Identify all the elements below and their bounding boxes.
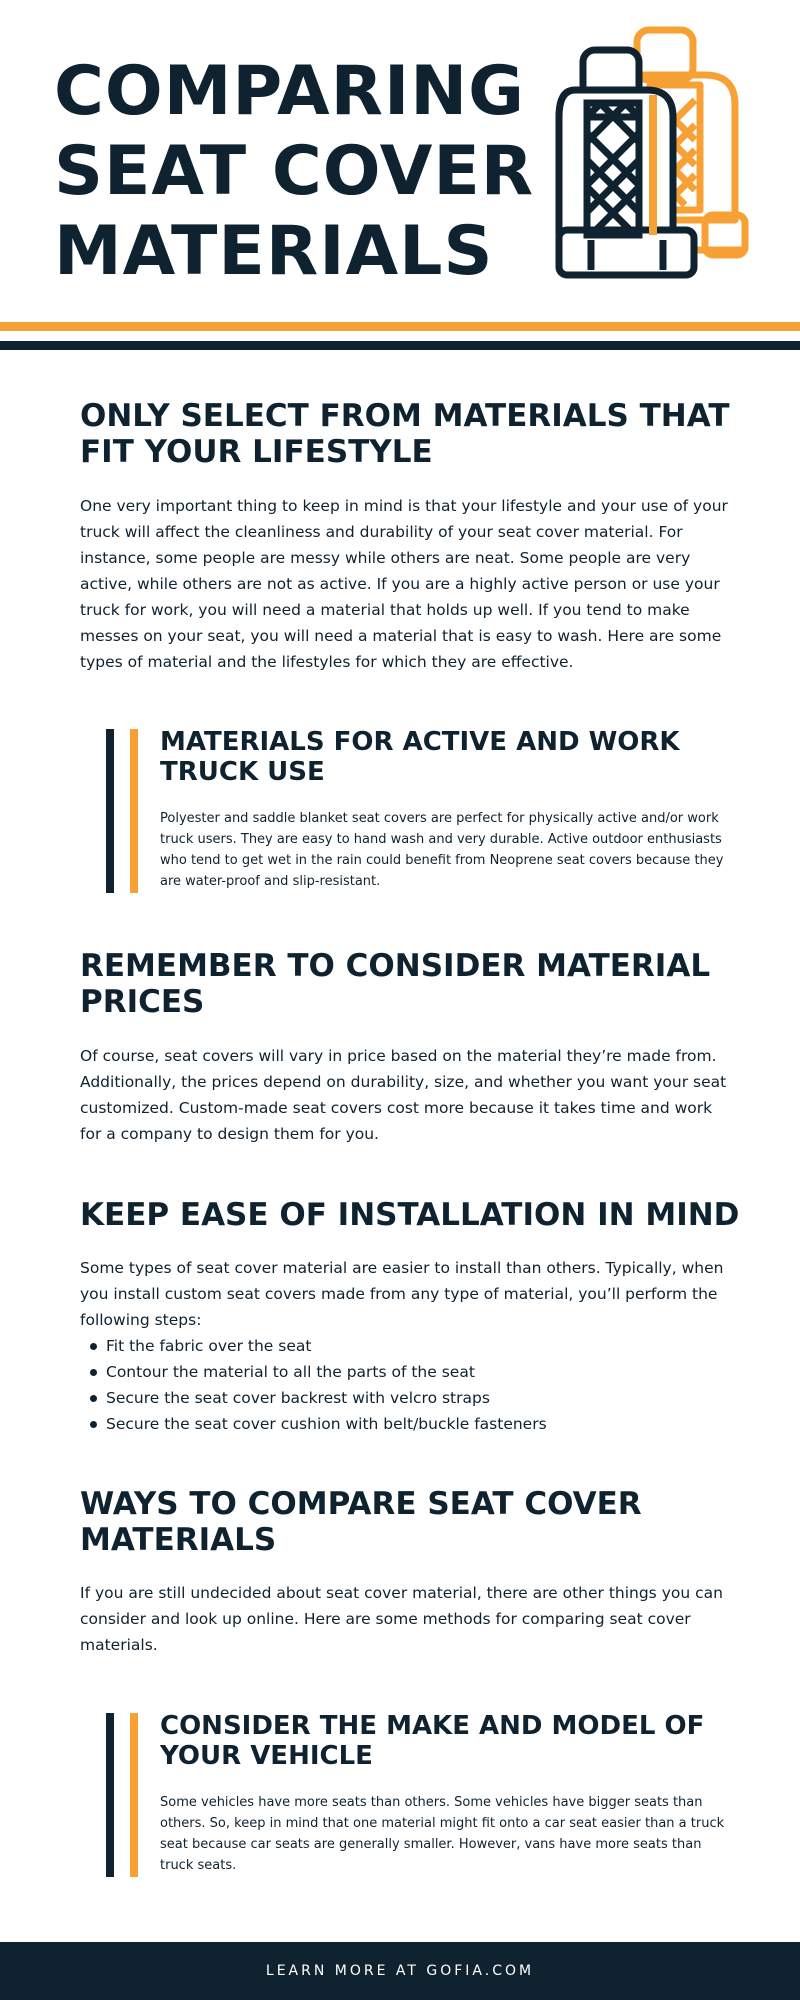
installation-steps-list <box>80 1333 730 1437</box>
callout-bar-orange <box>130 729 138 893</box>
section-heading-lifestyle: ONLY SELECT FROM MATERIALS THAT FIT YOUR LIFESTYLE <box>80 398 730 470</box>
car-seat-icon <box>555 25 755 285</box>
page-title-line-3: MATERIALS <box>54 212 494 291</box>
footer-link-text[interactable]: LEARN MORE AT GOFIA.COM <box>265 1963 535 1979</box>
section-heading-compare: WAYS TO COMPARE SEAT COVER MATERIALS <box>80 1486 642 1558</box>
list-item: Contour the material to all the parts of the seat <box>80 1359 730 1385</box>
list-item: Fit the fabric over the seat <box>80 1333 730 1359</box>
list-item: Secure the seat cover backrest with velcro straps <box>80 1385 730 1411</box>
callout-bar-navy <box>106 729 114 893</box>
callout-bar-navy <box>106 1713 114 1877</box>
section-body-installation: Some types of seat cover material are easier to install than others. Typically, when you install custom seat covers made from any type of material, you’ll perform the following steps: <box>80 1259 724 1329</box>
callout-heading-vehicle: CONSIDER THE MAKE AND MODEL OF YOUR VEHICLE <box>160 1711 705 1771</box>
page-title-line-1: COMPARING <box>54 52 525 131</box>
page-title-line-2: SEAT COVER <box>54 132 535 211</box>
callout-heading-active: MATERIALS FOR ACTIVE AND WORK TRUCK USE <box>160 727 680 787</box>
footer <box>0 1942 800 2000</box>
divider-orange <box>0 322 800 331</box>
callout-bar-orange <box>130 1713 138 1877</box>
header <box>0 0 800 320</box>
section-body-compare: If you are still undecided about seat cover material, there are other things you can consider and look up online. Here are some methods for comparing seat cover materials. <box>80 1584 723 1654</box>
callout-body-vehicle: Some vehicles have more seats than others. Some vehicles have bigger seats than others. So, keep in mind that one material might fit onto a car seat easier than a truck seat because car seats are generally smaller. However, vans have more seats than truck seats. <box>160 1795 725 1873</box>
callout-body-active: Polyester and saddle blanket seat covers are perfect for physically active and/or work truck users. They are easy to hand wash and very durable. Active outdoor enthusiasts who tend to get wet in the rain could benefit from Neoprene seat covers because they are water-proof and slip-resistant. <box>160 811 724 889</box>
list-item: Secure the seat cover cushion with belt/buckle fasteners <box>80 1411 730 1437</box>
section-body-prices: Of course, seat covers will vary in price based on the material they’re made from. Additionally, the prices depend on durability, size, and whether you want your seat customized. Custom-made seat covers cost more because it takes time and work for a company to design them for you. <box>80 1047 727 1143</box>
section-heading-prices: REMEMBER TO CONSIDER MATERIAL PRICES <box>80 948 711 1020</box>
section-heading-installation: KEEP EASE OF INSTALLATION IN MIND <box>80 1197 740 1233</box>
divider-navy <box>0 341 800 350</box>
section-body-lifestyle: One very important thing to keep in mind is that your lifestyle and your use of your truck will affect the cleanliness and durability of your seat cover material. For instance, some people are messy while others are neat. Some people are very active, while others are not as active. If you are a highly active person or use your truck for work, you will need a material that holds up well. If you tend to make messes on your seat, you will need a material that is easy to wash. Here are some types of material and the lifestyles for which they are effective. <box>80 497 728 671</box>
